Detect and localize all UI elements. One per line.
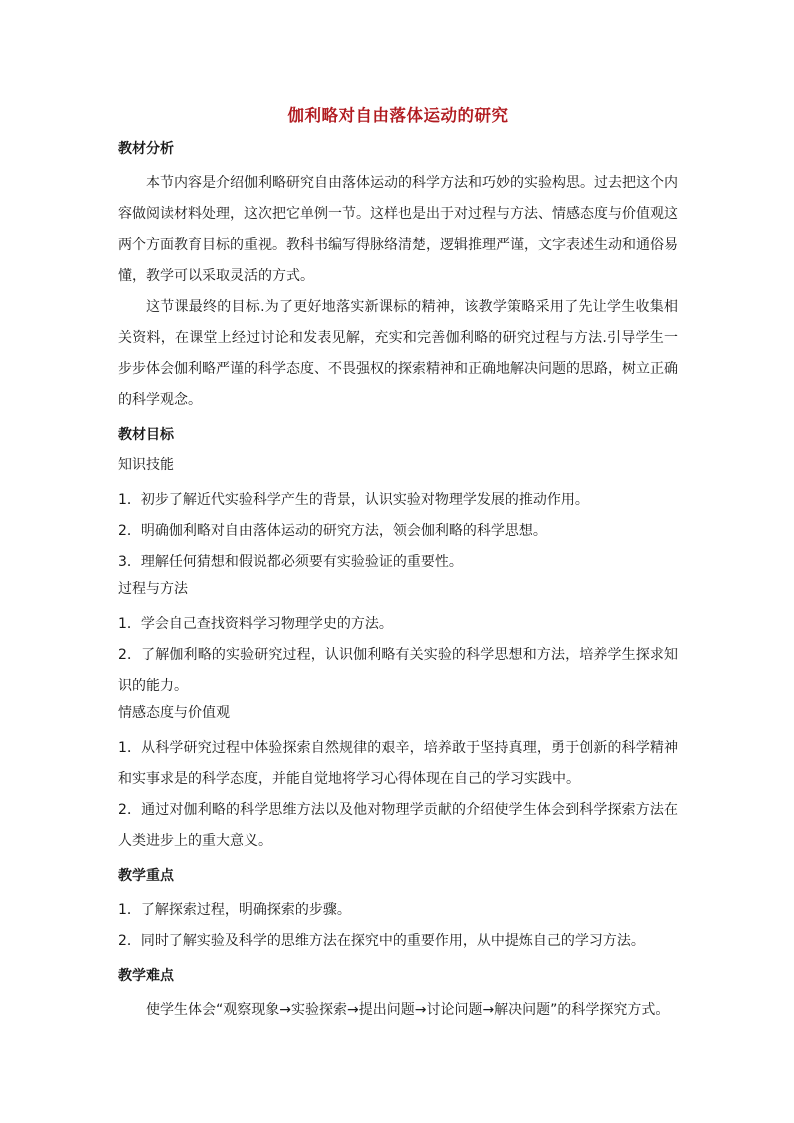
attitude-item-2: 2．通过对伽利略的科学思维方法以及他对物理学贡献的介绍使学生体会到科学探索方法在人类进步上的重大意义。 [118, 802, 678, 849]
analysis-paragraph-2: 这节课最终的目标.为了更好地落实新课标的精神，该教学策略采用了先让学生收集相关资料，在课堂上经过讨论和发表见解，充实和完善伽利略的研究过程与方法.引导学生一步步体会伽利略严谨的科学态度、不畏强权的探索精神和正确地解决问题的思路，树立正确的科学观念。 [118, 299, 678, 408]
knowledge-item-2: 2．明确伽利略对自由落体运动的研究方法，领会伽利略的科学思想。 [118, 523, 547, 539]
process-item-2: 2．了解伽利略的实验研究过程，认识伽利略有关实验的科学思想和方法，培养学生探求知识的能力。 [118, 647, 678, 694]
section-key-points [118, 865, 678, 957]
section-heading-goals: 教材目标 [118, 427, 174, 443]
section-goals [118, 424, 678, 857]
subheading-knowledge: 知识技能 [118, 457, 174, 473]
knowledge-item-3: 3．理解任何猜想和假说都必须要有实验验证的重要性。 [118, 554, 463, 570]
section-heading-analysis: 教材分析 [118, 141, 174, 157]
section-heading-difficulties: 教学难点 [118, 968, 174, 984]
document-title: 伽利略对自由落体运动的研究 [287, 106, 509, 125]
process-item-1: 1．学会自己查找资料学习物理学史的方法。 [118, 616, 393, 632]
key-point-item-2: 2．同时了解实验及科学的思维方法在探究中的重要作用，从中提炼自己的学习方法。 [118, 933, 645, 949]
subheading-attitude: 情感态度与价值观 [118, 705, 230, 721]
section-difficulties [118, 965, 678, 1026]
section-analysis [118, 138, 678, 416]
subheading-process: 过程与方法 [118, 581, 188, 597]
knowledge-item-1: 1．初步了解近代实验科学产生的背景，认识实验对物理学发展的推动作用。 [118, 492, 589, 508]
analysis-paragraph-1: 本节内容是介绍伽利略研究自由落体运动的科学方法和巧妙的实验构思。过去把这个内容做阅读材料处理，这次把它单例一节。这样也是出于对过程与方法、情感态度与价值观这两个方面教育目标的重视。教科书编写得脉络清楚，逻辑推理严谨，文字表述生动和通俗易懂，教学可以采取灵活的方式。 [118, 175, 678, 284]
section-heading-key-points: 教学重点 [118, 868, 174, 884]
attitude-item-1: 1．从科学研究过程中体验探索自然规律的艰辛，培养敢于坚持真理，勇于创新的科学精神和实事求是的科学态度，并能自觉地将学习心得体现在自己的学习实践中。 [118, 740, 678, 787]
difficulties-paragraph-1: 使学生体会“观察现象→实验探索→提出问题→讨论问题→解决问题”的科学探究方式。 [146, 1002, 670, 1018]
key-point-item-1: 1．了解探索过程，明确探索的步骤。 [118, 902, 351, 918]
document-page [118, 104, 678, 1034]
